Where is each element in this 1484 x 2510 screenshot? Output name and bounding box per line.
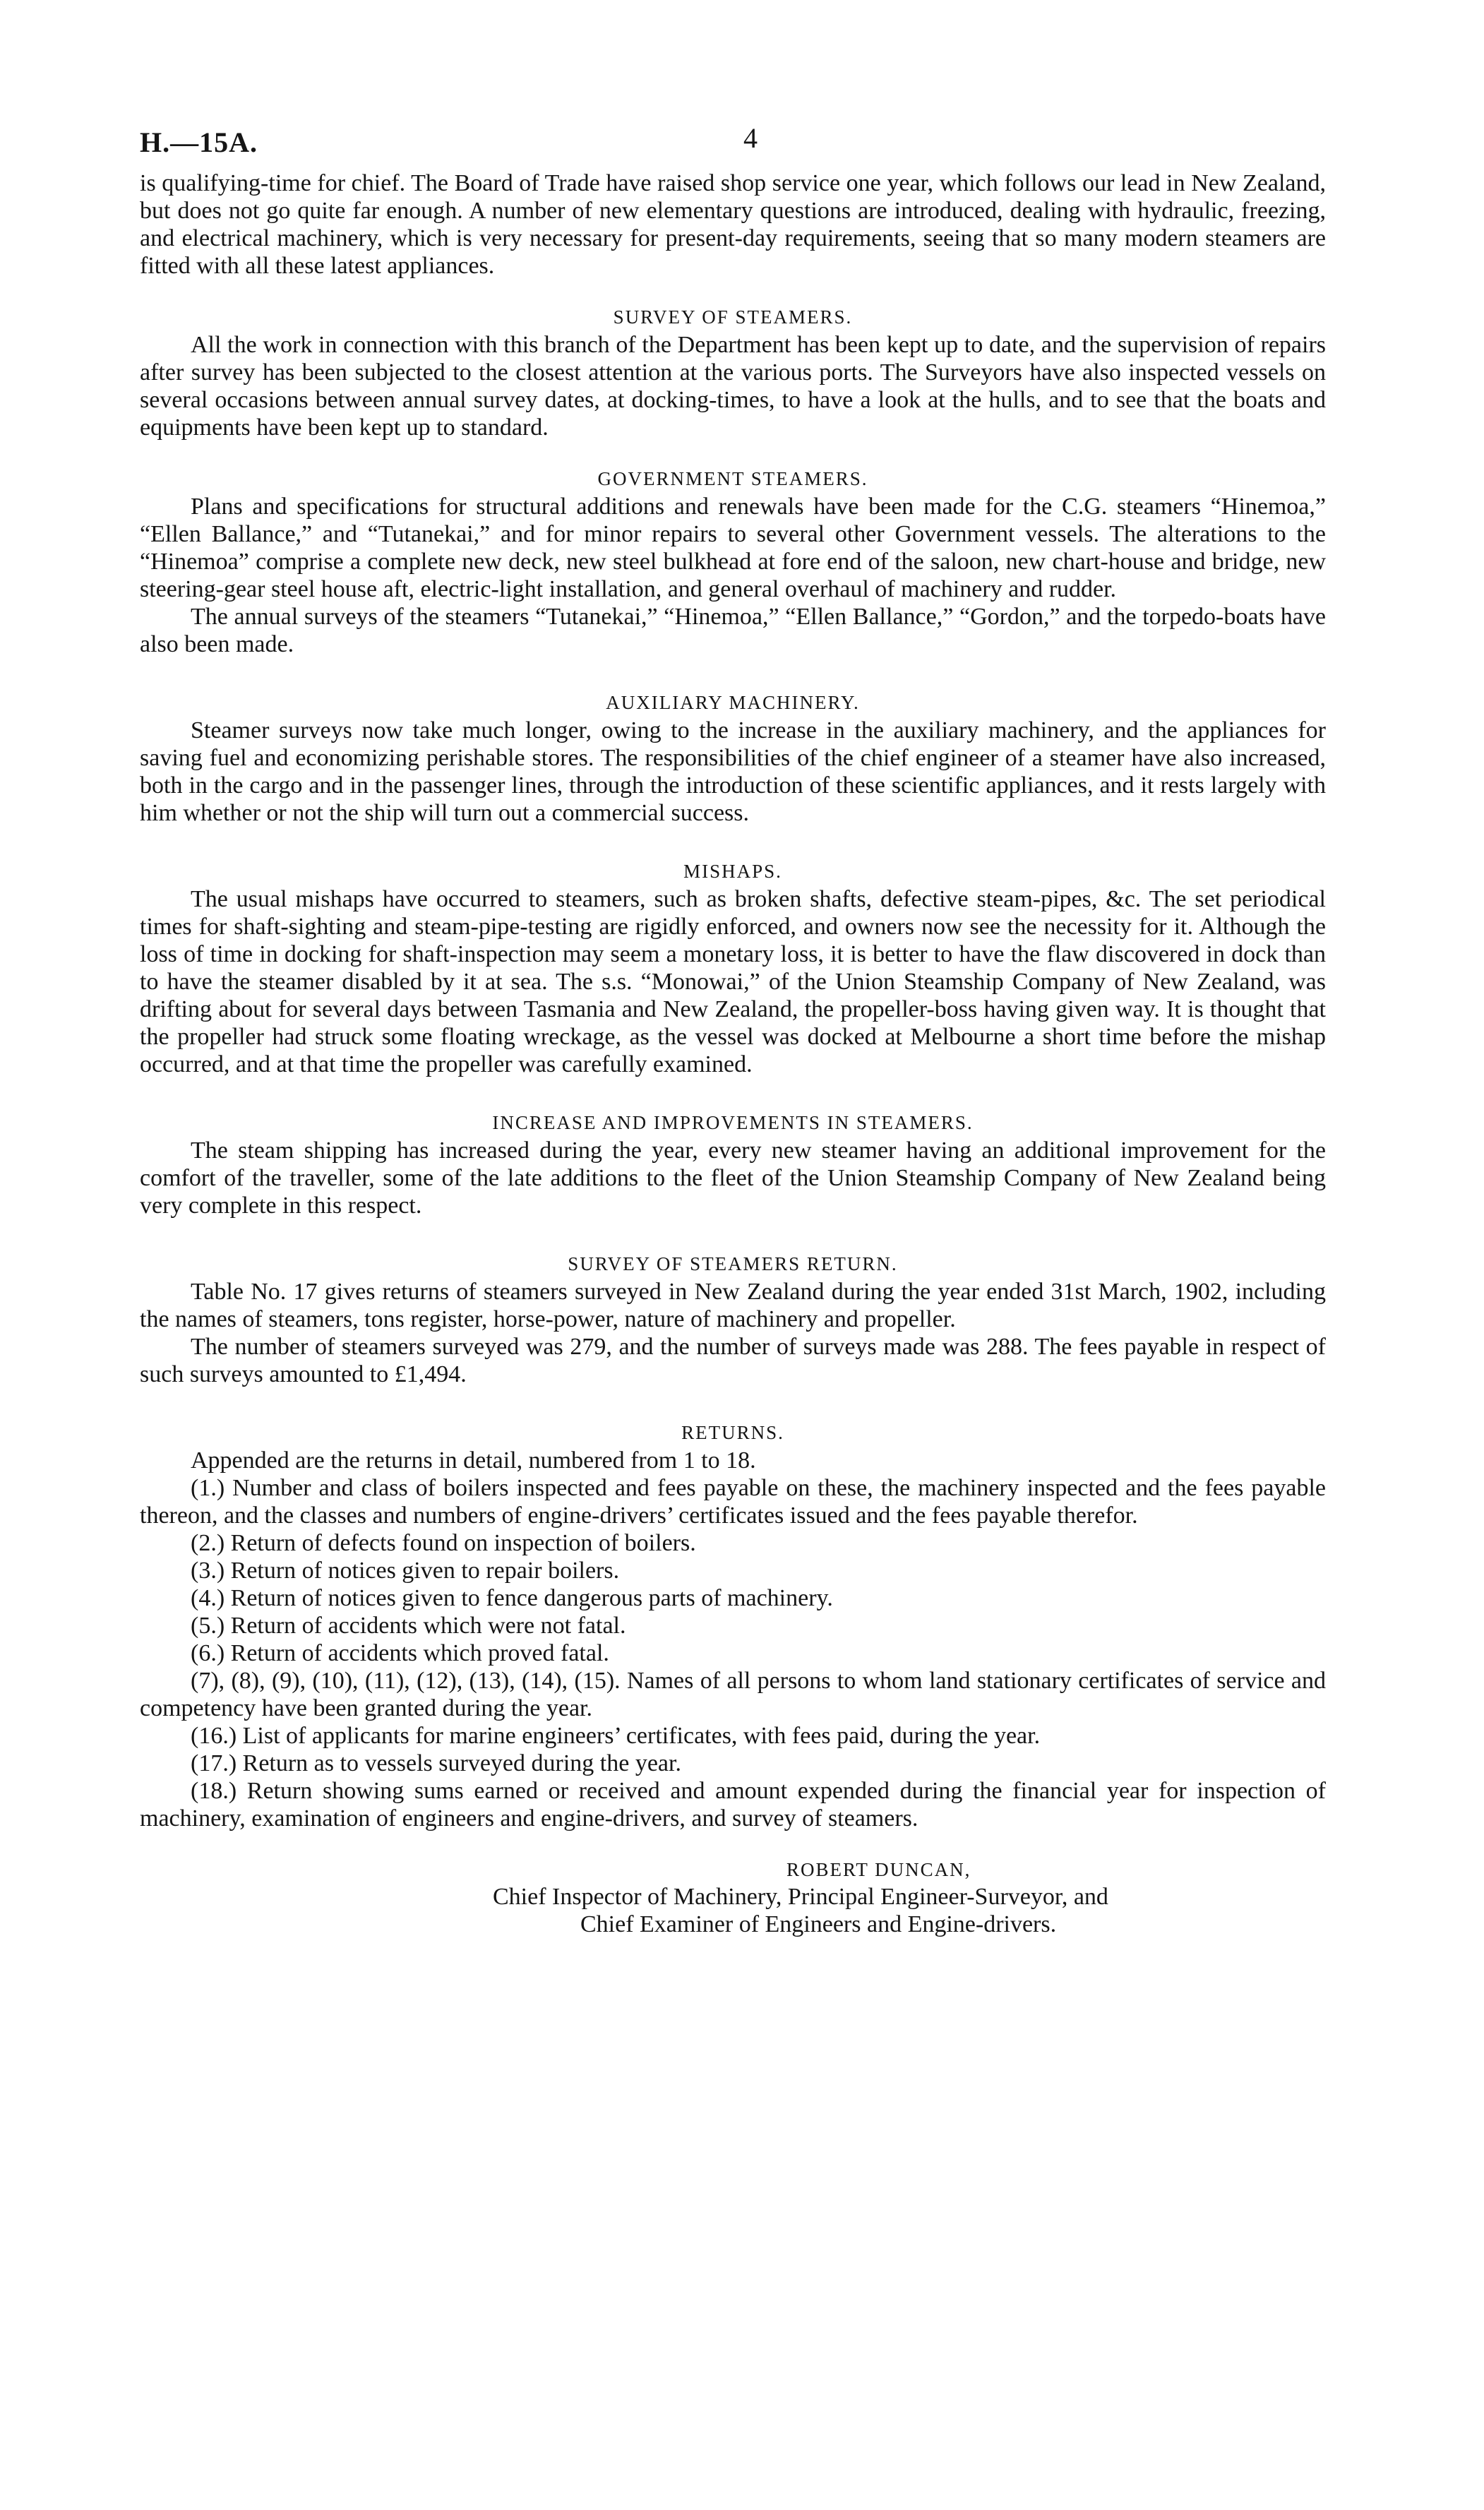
returns-list-item: (16.) List of applicants for marine engineers’ certificates, with fees paid, during the year.: [191, 1723, 1041, 1749]
intro-paragraph: is qualifying-time for chief. The Board of Trade have raised shop service one year, which follows our lead in New Zealand, but does not go quite far enough. A number of new elementary questions are introduced, dealing with hydraulic, freezing, and electrical machinery, which is very necessary for present-day requirements, seeing that so many modern steamers are fitted with all these latest appliances.: [140, 170, 1326, 279]
auxiliary-machinery-paragraph: Steamer surveys now take much longer, owing to the increase in the auxiliary machinery, and the appliances for saving fuel and economizing perishable stores. The responsibilities of the chief engineer of a steamer have also increased, both in the cargo and in the passenger lines, through the introduction of these scientific appliances, and it rests largely with him whether or not the ship will turn out a commercial success.: [140, 717, 1326, 826]
returns-list-item: (7), (8), (9), (10), (11), (12), (13), (14), (15). Names of all persons to whom land stationary certificates of service and competency have been granted during the year.: [140, 1668, 1326, 1721]
document-page: [140, 120, 1326, 1948]
increase-improvements-paragraph: The steam shipping has increased during the year, every new steamer having an additional improvement for the comfort of the traveller, some of the late additions to the fleet of the Union Steamship Company of New Zealand being very complete in this respect.: [140, 1137, 1326, 1219]
section-heading-survey-of-steamers: SURVEY OF STEAMERS.: [613, 306, 853, 328]
signature-block: [140, 1856, 1326, 1948]
returns-list-item: (3.) Return of notices given to repair boilers.: [191, 1558, 620, 1584]
section-heading-returns: RETURNS.: [681, 1422, 784, 1443]
signatory-title-line-2: Chief Examiner of Engineers and Engine-drivers.: [580, 1911, 1057, 1937]
survey-return-paragraph-2: The number of steamers surveyed was 279, and the number of surveys made was 288. The fees payable in respect of such surveys amounted to £1,494.: [140, 1334, 1326, 1387]
section-heading-mishaps: MISHAPS.: [683, 861, 782, 882]
returns-intro: Appended are the returns in detail, numbered from 1 to 18.: [191, 1447, 756, 1474]
returns-list-item: (18.) Return showing sums earned or received and amount expended during the financial year for inspection of machinery, examination of engineers and engine-drivers, and survey of steamers.: [140, 1778, 1326, 1831]
page-number: 4: [743, 122, 758, 154]
returns-list-item: (2.) Return of defects found on inspection of boilers.: [191, 1530, 696, 1556]
section-heading-increase-improvements: INCREASE AND IMPROVEMENTS IN STEAMERS.: [492, 1112, 974, 1133]
signatory-name: ROBERT DUNCAN,: [786, 1859, 971, 1880]
section-heading-auxiliary-machinery: AUXILIARY MACHINERY.: [606, 692, 860, 713]
returns-list-item: (1.) Number and class of boilers inspected and fees payable on these, the machinery inspected and the fees payable thereon, and the classes and numbers of engine-drivers’ certificates issued and the fees payable therefor.: [140, 1475, 1326, 1529]
returns-list-item: (5.) Return of accidents which were not fatal.: [191, 1613, 626, 1639]
page-header: [140, 120, 1326, 169]
signatory-title-line-1: Chief Inspector of Machinery, Principal Engineer-Surveyor, and: [493, 1884, 1108, 1910]
returns-list-item: (17.) Return as to vessels surveyed during the year.: [191, 1750, 681, 1776]
survey-return-paragraph-1: Table No. 17 gives returns of steamers surveyed in New Zealand during the year ended 31st March, 1902, including the names of steamers, tons register, horse-power, nature of machinery and propeller.: [140, 1279, 1326, 1332]
returns-list-item: (4.) Return of notices given to fence dangerous parts of machinery.: [191, 1585, 833, 1611]
section-heading-government-steamers: GOVERNMENT STEAMERS.: [597, 468, 868, 489]
survey-of-steamers-paragraph: All the work in connection with this branch of the Department has been kept up to date, and the supervision of repairs after survey has been subjected to the closest attention at the various ports. The Surveyors have also inspected vessels on several occasions between annual survey dates, at docking-times, to have a look at the hulls, and to see that the boats and equipments have been kept up to standard.: [140, 332, 1326, 441]
document-reference: H.—15A.: [140, 126, 258, 158]
government-steamers-paragraph-2: The annual surveys of the steamers “Tutanekai,” “Hinemoa,” “Ellen Ballance,” “Gordon,” and the torpedo-boats have also been made.: [140, 604, 1326, 657]
government-steamers-paragraph-1: Plans and specifications for structural additions and renewals have been made for the C.G. steamers “Hinemoa,” “Ellen Ballance,” and “Tutanekai,” and for minor repairs to several other Government vessels. The alterations to the “Hinemoa” comprise a complete new deck, new steel bulkhead at fore end of the saloon, new chart-house and bridge, new steering-gear steel house aft, electric-light installation, and general overhaul of machinery and rudder.: [140, 494, 1326, 602]
returns-list-item: (6.) Return of accidents which proved fatal.: [191, 1640, 609, 1666]
section-heading-survey-return: SURVEY OF STEAMERS RETURN.: [568, 1253, 898, 1274]
mishaps-paragraph: The usual mishaps have occurred to steamers, such as broken shafts, defective steam-pipes, &c. The set periodical times for shaft-sighting and steam-pipe-testing are rigidly enforced, and owners now see the necessity for it. Although the loss of time in docking for shaft-inspection may seem a monetary loss, it is better to have the flaw discovered in dock than to have the steamer disabled by it at sea. The s.s. “Monowai,” of the Union Steamship Company of New Zealand, was drifting about for several days between Tasmania and New Zealand, the propeller-boss having given way. It is thought that the propeller had struck some floating wreckage, as the vessel was docked at Melbourne a short time before the mishap occurred, and at that time the propeller was carefully examined.: [140, 886, 1326, 1077]
